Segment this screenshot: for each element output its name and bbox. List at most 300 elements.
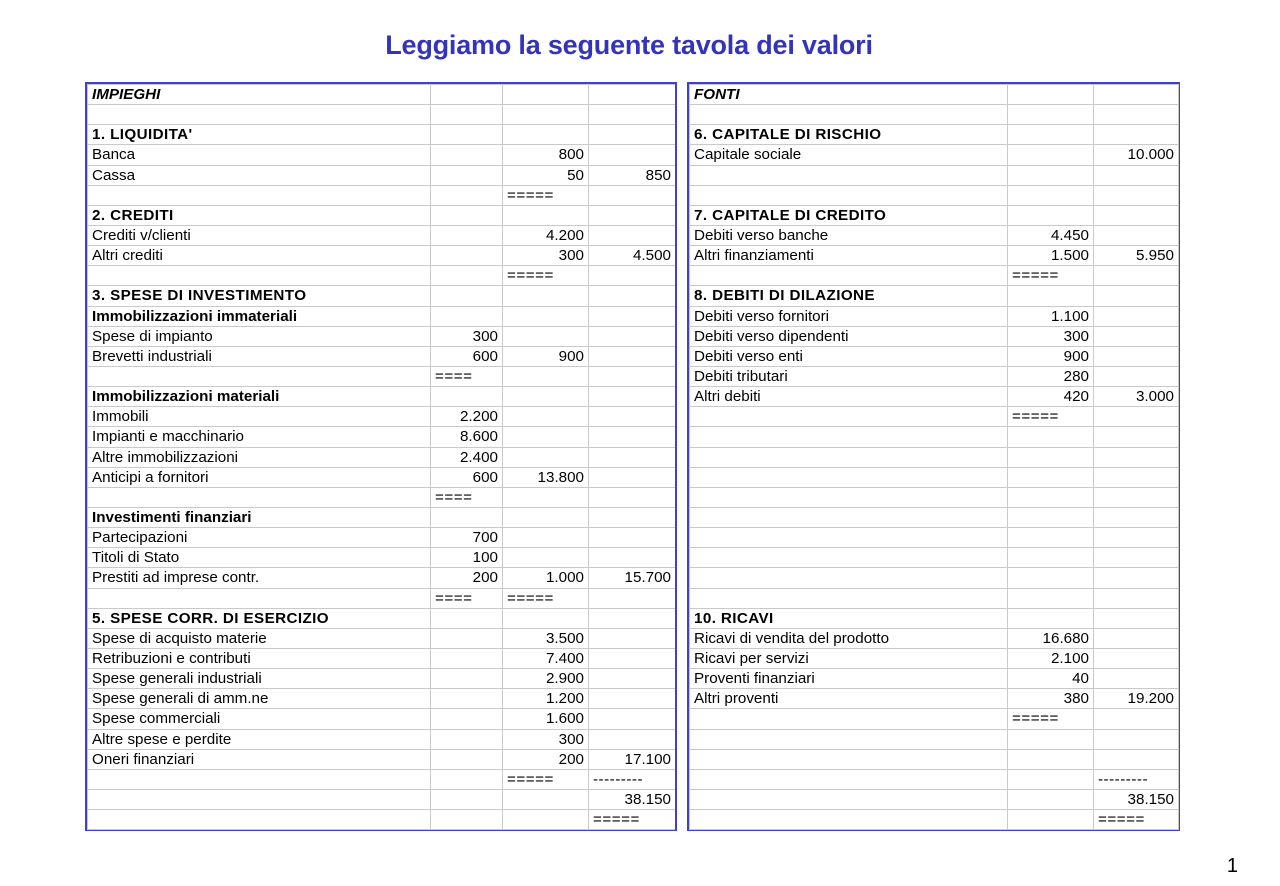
amount-cell	[589, 669, 676, 689]
table-row	[690, 225, 1179, 245]
amount-cell: 200	[431, 568, 503, 588]
amount-cell	[503, 810, 589, 830]
amount-cell	[503, 487, 589, 507]
amount-cell	[589, 105, 676, 125]
table-row	[690, 185, 1179, 205]
table-row	[88, 447, 676, 467]
amount-cell	[1094, 346, 1179, 366]
amount-cell	[1008, 548, 1094, 568]
amount-cell	[503, 306, 589, 326]
amount-cell	[431, 205, 503, 225]
row-label	[690, 528, 1008, 548]
amount-cell	[1008, 568, 1094, 588]
column-heading: IMPIEGHI	[88, 85, 431, 105]
section-heading: 1. LIQUIDITA'	[88, 125, 431, 145]
amount-cell	[431, 507, 503, 527]
amount-cell	[1094, 507, 1179, 527]
amount-cell: 800	[503, 145, 589, 165]
amount-cell: 1.600	[503, 709, 589, 729]
table-row	[690, 648, 1179, 668]
amount-cell	[1094, 568, 1179, 588]
amount-cell	[431, 648, 503, 668]
amount-cell	[503, 105, 589, 125]
column-heading: FONTI	[690, 85, 1008, 105]
row-label: Altri crediti	[88, 246, 431, 266]
row-label: Brevetti industriali	[88, 346, 431, 366]
row-label: Altri finanziamenti	[690, 246, 1008, 266]
amount-cell	[1094, 749, 1179, 769]
row-label: Debiti verso fornitori	[690, 306, 1008, 326]
row-label: Immobili	[88, 407, 431, 427]
amount-cell: =====	[503, 769, 589, 789]
amount-cell	[431, 608, 503, 628]
amount-cell: 19.200	[1094, 689, 1179, 709]
section-heading: 5. SPESE CORR. DI ESERCIZIO	[88, 608, 431, 628]
amount-cell: 38.150	[1094, 789, 1179, 809]
amount-cell	[1094, 366, 1179, 386]
amount-cell	[503, 326, 589, 346]
row-label: Impianti e macchinario	[88, 427, 431, 447]
amount-cell	[1094, 729, 1179, 749]
amount-cell	[431, 185, 503, 205]
amount-cell	[1008, 608, 1094, 628]
amount-cell	[1008, 286, 1094, 306]
row-label: Spese generali di amm.ne	[88, 689, 431, 709]
row-label	[88, 769, 431, 789]
amount-cell	[589, 427, 676, 447]
amount-cell	[589, 487, 676, 507]
row-label: Altri debiti	[690, 387, 1008, 407]
amount-cell	[431, 246, 503, 266]
amount-cell	[1008, 507, 1094, 527]
page-title: Leggiamo la seguente tavola dei valori	[385, 30, 873, 60]
row-label	[88, 487, 431, 507]
amount-cell	[431, 266, 503, 286]
amount-cell	[1094, 286, 1179, 306]
table-row	[88, 487, 676, 507]
row-label	[88, 366, 431, 386]
row-label	[690, 447, 1008, 467]
amount-cell: 5.950	[1094, 246, 1179, 266]
amount-cell	[589, 467, 676, 487]
amount-cell	[1008, 125, 1094, 145]
row-label	[690, 789, 1008, 809]
amount-cell	[589, 548, 676, 568]
subsection-heading: Investimenti finanziari	[88, 507, 431, 527]
amount-cell: 4.450	[1008, 225, 1094, 245]
table-row	[690, 528, 1179, 548]
amount-cell	[1094, 467, 1179, 487]
table-row	[690, 749, 1179, 769]
amount-cell	[431, 729, 503, 749]
amount-cell	[1008, 447, 1094, 467]
amount-cell	[431, 689, 503, 709]
amount-cell	[1094, 105, 1179, 125]
amount-cell	[431, 669, 503, 689]
amount-cell	[1008, 105, 1094, 125]
amount-cell: 10.000	[1094, 145, 1179, 165]
row-label: Capitale sociale	[690, 145, 1008, 165]
amount-cell: 17.100	[589, 749, 676, 769]
table-row	[690, 85, 1179, 105]
amount-cell	[1094, 548, 1179, 568]
fonti-table	[689, 84, 1179, 830]
row-label	[88, 185, 431, 205]
amount-cell	[589, 225, 676, 245]
table-row	[88, 507, 676, 527]
table-row	[88, 608, 676, 628]
row-label	[88, 266, 431, 286]
impieghi-table	[87, 84, 676, 830]
amount-cell	[1008, 467, 1094, 487]
amount-cell: =====	[1008, 407, 1094, 427]
row-label: Spese commerciali	[88, 709, 431, 729]
row-label: Cassa	[88, 165, 431, 185]
amount-cell	[589, 709, 676, 729]
amount-cell	[503, 205, 589, 225]
table-row	[690, 628, 1179, 648]
amount-cell	[1094, 608, 1179, 628]
amount-cell	[1008, 810, 1094, 830]
row-label	[690, 507, 1008, 527]
amount-cell: 40	[1008, 669, 1094, 689]
row-label: Partecipazioni	[88, 528, 431, 548]
amount-cell	[503, 789, 589, 809]
amount-cell	[1008, 769, 1094, 789]
amount-cell	[1008, 85, 1094, 105]
table-row	[88, 205, 676, 225]
amount-cell: 15.700	[589, 568, 676, 588]
table-row	[690, 669, 1179, 689]
table-row	[88, 568, 676, 588]
row-label	[690, 407, 1008, 427]
amount-cell	[589, 306, 676, 326]
amount-cell	[1094, 85, 1179, 105]
row-label: Crediti v/clienti	[88, 225, 431, 245]
amount-cell: 2.900	[503, 669, 589, 689]
amount-cell: =====	[503, 588, 589, 608]
amount-cell	[1094, 125, 1179, 145]
amount-cell: ---------	[1094, 769, 1179, 789]
table-row	[88, 528, 676, 548]
amount-cell: 900	[1008, 346, 1094, 366]
amount-cell: =====	[1008, 266, 1094, 286]
amount-cell: 900	[503, 346, 589, 366]
table-row	[690, 387, 1179, 407]
amount-cell: 300	[503, 729, 589, 749]
amount-cell: 13.800	[503, 467, 589, 487]
amount-cell: 7.400	[503, 648, 589, 668]
amount-cell	[1008, 487, 1094, 507]
amount-cell: 2.200	[431, 407, 503, 427]
table-row	[88, 729, 676, 749]
row-label	[690, 427, 1008, 447]
amount-cell: 300	[431, 326, 503, 346]
amount-cell	[431, 306, 503, 326]
amount-cell: =====	[1008, 709, 1094, 729]
row-label: Retribuzioni e contributi	[88, 648, 431, 668]
amount-cell: ====	[431, 487, 503, 507]
table-row	[690, 709, 1179, 729]
amount-cell	[1094, 588, 1179, 608]
amount-cell: 1.500	[1008, 246, 1094, 266]
table-row	[690, 407, 1179, 427]
table-row	[690, 246, 1179, 266]
table-row	[88, 326, 676, 346]
table-row	[88, 266, 676, 286]
amount-cell	[589, 125, 676, 145]
amount-cell	[589, 689, 676, 709]
amount-cell	[1008, 588, 1094, 608]
row-label	[88, 789, 431, 809]
amount-cell	[503, 608, 589, 628]
amount-cell: 850	[589, 165, 676, 185]
table-row	[88, 407, 676, 427]
row-label: Debiti verso dipendenti	[690, 326, 1008, 346]
amount-cell: 1.000	[503, 568, 589, 588]
table-row	[690, 689, 1179, 709]
table-row	[88, 286, 676, 306]
subsection-heading: Immobilizzazioni immateriali	[88, 306, 431, 326]
amount-cell	[589, 447, 676, 467]
amount-cell	[589, 528, 676, 548]
amount-cell	[1008, 427, 1094, 447]
amount-cell: =====	[503, 185, 589, 205]
amount-cell: 600	[431, 467, 503, 487]
table-row	[690, 810, 1179, 830]
table-row	[690, 286, 1179, 306]
amount-cell	[431, 709, 503, 729]
amount-cell: 380	[1008, 689, 1094, 709]
table-row	[690, 769, 1179, 789]
table-row	[88, 669, 676, 689]
row-label: Spese di impianto	[88, 326, 431, 346]
amount-cell	[589, 648, 676, 668]
table-row	[690, 165, 1179, 185]
amount-cell	[503, 427, 589, 447]
table-row	[88, 346, 676, 366]
amount-cell: 2.100	[1008, 648, 1094, 668]
amount-cell	[431, 749, 503, 769]
row-label	[690, 467, 1008, 487]
table-row	[690, 427, 1179, 447]
amount-cell: 8.600	[431, 427, 503, 447]
amount-cell	[503, 286, 589, 306]
section-heading: 10. RICAVI	[690, 608, 1008, 628]
amount-cell: 38.150	[589, 789, 676, 809]
table-row	[88, 689, 676, 709]
section-heading: 2. CREDITI	[88, 205, 431, 225]
table-row	[88, 769, 676, 789]
row-label: Banca	[88, 145, 431, 165]
table-row	[690, 467, 1179, 487]
table-row	[88, 427, 676, 447]
amount-cell	[431, 628, 503, 648]
row-label	[690, 165, 1008, 185]
amount-cell	[589, 366, 676, 386]
row-label: Spese di acquisto materie	[88, 628, 431, 648]
table-row	[88, 225, 676, 245]
amount-cell	[1008, 528, 1094, 548]
table-row	[88, 588, 676, 608]
amount-cell	[431, 225, 503, 245]
amount-cell: 280	[1008, 366, 1094, 386]
row-label	[690, 709, 1008, 729]
amount-cell: ====	[431, 588, 503, 608]
amount-cell	[503, 387, 589, 407]
amount-cell	[431, 165, 503, 185]
amount-cell	[431, 85, 503, 105]
table-row	[690, 105, 1179, 125]
table-row	[88, 306, 676, 326]
table-row	[88, 749, 676, 769]
table-row	[88, 366, 676, 386]
row-label	[690, 749, 1008, 769]
amount-cell	[1094, 528, 1179, 548]
row-label	[88, 588, 431, 608]
row-label	[690, 729, 1008, 749]
amount-cell	[1008, 749, 1094, 769]
amount-cell	[1094, 326, 1179, 346]
amount-cell: ====	[431, 366, 503, 386]
amount-cell: =====	[589, 810, 676, 830]
table-row	[690, 568, 1179, 588]
amount-cell	[1094, 648, 1179, 668]
amount-cell	[431, 387, 503, 407]
amount-cell: =====	[503, 266, 589, 286]
table-row	[88, 165, 676, 185]
table-row	[88, 185, 676, 205]
amount-cell: =====	[1094, 810, 1179, 830]
amount-cell: 600	[431, 346, 503, 366]
table-row	[88, 125, 676, 145]
amount-cell	[1008, 145, 1094, 165]
table-row	[690, 729, 1179, 749]
table-row	[88, 105, 676, 125]
amount-cell: 3.000	[1094, 387, 1179, 407]
row-label: Spese generali industriali	[88, 669, 431, 689]
amount-cell	[1094, 427, 1179, 447]
amount-cell	[431, 105, 503, 125]
table-row	[88, 145, 676, 165]
row-label: Titoli di Stato	[88, 548, 431, 568]
amount-cell	[503, 528, 589, 548]
amount-cell	[431, 789, 503, 809]
row-label: Ricavi per servizi	[690, 648, 1008, 668]
amount-cell	[589, 266, 676, 286]
amount-cell	[589, 507, 676, 527]
table-row	[690, 487, 1179, 507]
amount-cell	[503, 407, 589, 427]
amount-cell	[589, 588, 676, 608]
section-heading: 7. CAPITALE DI CREDITO	[690, 205, 1008, 225]
amount-cell	[1094, 628, 1179, 648]
amount-cell: 300	[1008, 326, 1094, 346]
amount-cell: 300	[503, 246, 589, 266]
amount-cell	[1094, 306, 1179, 326]
table-row	[88, 85, 676, 105]
row-label: Ricavi di vendita del prodotto	[690, 628, 1008, 648]
amount-cell	[431, 769, 503, 789]
section-heading: 3. SPESE DI INVESTIMENTO	[88, 286, 431, 306]
table-row	[88, 246, 676, 266]
section-heading: 8. DEBITI DI DILAZIONE	[690, 286, 1008, 306]
amount-cell	[589, 346, 676, 366]
amount-cell: 50	[503, 165, 589, 185]
amount-cell	[1008, 729, 1094, 749]
row-label	[690, 769, 1008, 789]
row-label	[690, 588, 1008, 608]
table-row	[690, 326, 1179, 346]
row-label	[690, 810, 1008, 830]
amount-cell	[503, 85, 589, 105]
amount-cell: 16.680	[1008, 628, 1094, 648]
row-label: Debiti verso banche	[690, 225, 1008, 245]
amount-cell	[1094, 407, 1179, 427]
amount-cell: ---------	[589, 769, 676, 789]
row-label: Prestiti ad imprese contr.	[88, 568, 431, 588]
row-label: Debiti tributari	[690, 366, 1008, 386]
amount-cell	[589, 628, 676, 648]
amount-cell	[1094, 669, 1179, 689]
amount-cell	[589, 326, 676, 346]
amount-cell	[1008, 185, 1094, 205]
row-label	[690, 185, 1008, 205]
amount-cell	[1008, 165, 1094, 185]
amount-cell: 3.500	[503, 628, 589, 648]
row-label: Anticipi a fornitori	[88, 467, 431, 487]
amount-cell	[503, 548, 589, 568]
amount-cell	[1094, 266, 1179, 286]
row-label	[690, 568, 1008, 588]
amount-cell	[589, 407, 676, 427]
row-label: Altre immobilizzazioni	[88, 447, 431, 467]
table-row	[88, 467, 676, 487]
amount-cell: 200	[503, 749, 589, 769]
row-label	[690, 266, 1008, 286]
amount-cell: 1.200	[503, 689, 589, 709]
amount-cell	[1094, 165, 1179, 185]
amount-cell	[589, 145, 676, 165]
table-row	[690, 125, 1179, 145]
table-row	[88, 648, 676, 668]
amount-cell: 1.100	[1008, 306, 1094, 326]
section-heading: 6. CAPITALE DI RISCHIO	[690, 125, 1008, 145]
table-row	[88, 709, 676, 729]
amount-cell	[1008, 205, 1094, 225]
row-label: Altri proventi	[690, 689, 1008, 709]
amount-cell	[589, 286, 676, 306]
amount-cell: 2.400	[431, 447, 503, 467]
table-row	[690, 548, 1179, 568]
amount-cell	[1094, 709, 1179, 729]
row-label: Altre spese e perdite	[88, 729, 431, 749]
amount-cell	[1094, 205, 1179, 225]
table-row	[690, 346, 1179, 366]
amount-cell: 420	[1008, 387, 1094, 407]
amount-cell	[1094, 185, 1179, 205]
table-row	[88, 789, 676, 809]
table-row	[88, 810, 676, 830]
amount-cell	[1094, 487, 1179, 507]
amount-cell	[503, 125, 589, 145]
amount-cell	[503, 447, 589, 467]
amount-cell	[431, 145, 503, 165]
row-label	[88, 105, 431, 125]
row-label	[690, 548, 1008, 568]
table-row	[690, 588, 1179, 608]
amount-cell	[1094, 225, 1179, 245]
